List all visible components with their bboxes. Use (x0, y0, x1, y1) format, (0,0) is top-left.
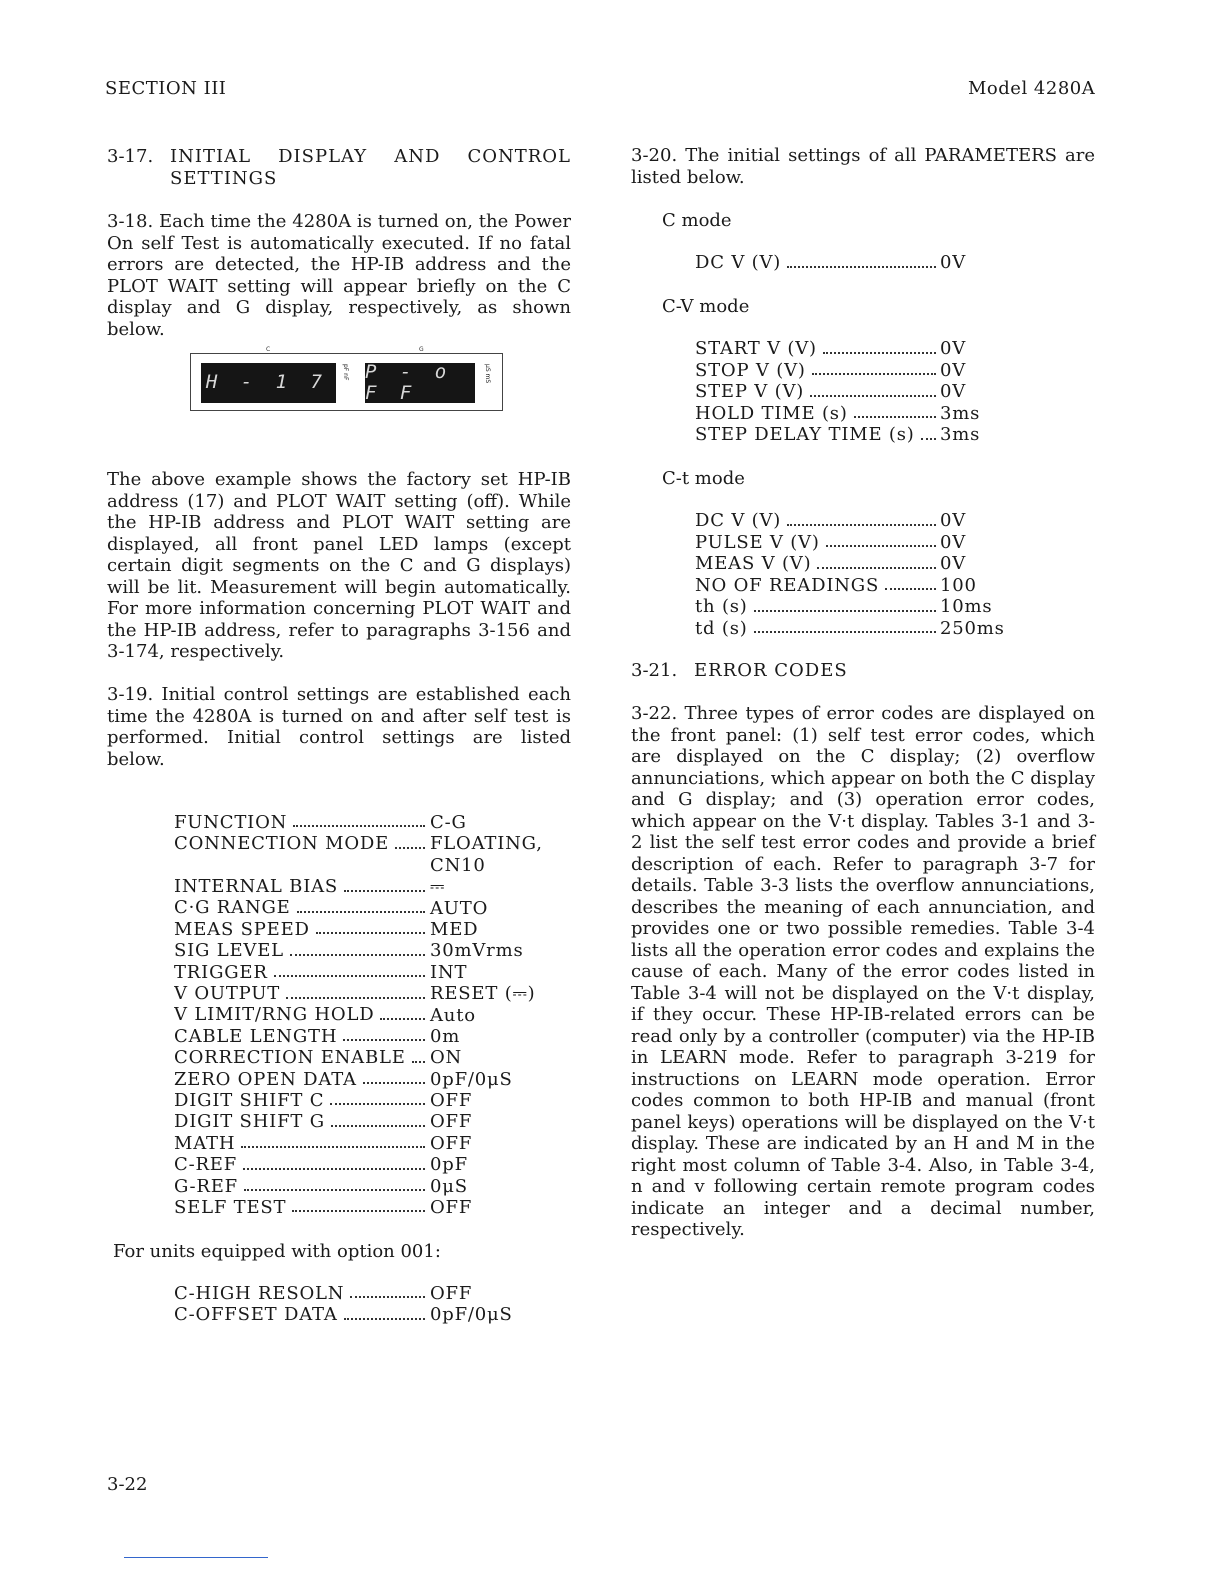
setting-value: Auto (430, 1004, 476, 1026)
setting-name: ZERO OPEN DATA (174, 1068, 357, 1090)
paragraph-3-22: 3-22. Three types of error codes are displayed on the front panel: (1) self test error codes, which are displayed on the C display; (2) overflow annunciations, which appear on both the C display and G display; and (3) operation error codes, which appear on the V·t display. Tables 3-1 and 3-2 list the self test error codes and provide a brief description of each. Refer to paragraph 3-7 for details. Table 3-3 lists the overflow annunciations, describes the meaning of each annunciation, and provides one or two possible remedies. Table 3-4 lists all the operation error codes and explains the cause of each. Many of the error codes listed in Table 3-4 will not be displayed on the V·t display, if they occur. These HP-IB-related errors can be read only by a controller (computer) via the HP-IB in LEARN mode. Refer to paragraph 3-219 for instructions on LEARN mode operation. Error codes common to both HP-IB and manual (front panel keys) operations will be displayed on the V·t display. These are indicated by an H and M in the right most column of Table 3-4. Also, in Table 3-4, n and v following certain remote program codes indicate an integer and a decimal number, respectively. (631, 703, 1095, 1240)
param-row (695, 424, 980, 446)
setting-row (174, 1047, 543, 1068)
setting-name: CONNECTION MODE (174, 833, 390, 855)
setting-name: C-REF (174, 1154, 238, 1176)
setting-name: G-REF (174, 1175, 238, 1197)
heading-title: ERROR CODES (694, 660, 848, 681)
model-label: Model 4280A (968, 78, 1096, 99)
setting-row (174, 1026, 543, 1047)
setting-row (174, 1197, 543, 1218)
param-value: 10ms (940, 596, 993, 617)
mode-title-ct: C-t mode (662, 468, 745, 489)
param-row (695, 381, 980, 403)
param-row (695, 596, 1005, 618)
param-name: STEP DELAY TIME (s) (695, 424, 915, 445)
setting-name: CABLE LENGTH (174, 1025, 338, 1047)
heading-3-21 (631, 660, 1095, 682)
setting-row (174, 1154, 543, 1175)
g-display-label: G (419, 346, 424, 353)
param-row (695, 403, 980, 425)
param-row (695, 575, 1005, 597)
setting-value: OFF (430, 1090, 473, 1112)
c-display-label: C (266, 346, 271, 353)
param-value: 0V (940, 252, 967, 273)
setting-value: 0m (430, 1025, 461, 1047)
setting-value: 0pF (430, 1154, 468, 1176)
setting-value: 0μS (430, 1175, 468, 1197)
param-name: PULSE V (V) (695, 531, 820, 553)
setting-name: V LIMIT/RNG HOLD (174, 1004, 375, 1026)
setting-value: OFF (430, 1197, 473, 1219)
setting-row (174, 983, 543, 1004)
setting-value: RESET (⎓) (430, 983, 536, 1005)
param-value: 0V (940, 359, 967, 381)
param-value: 0V (940, 531, 967, 553)
param-row (695, 252, 966, 274)
heading-title: INITIAL DISPLAY AND CONTROL SETTINGS (170, 146, 571, 189)
setting-name: DIGIT SHIFT C (174, 1090, 325, 1111)
setting-value: ⎓ (430, 876, 446, 898)
heading-number: 3-17. (107, 146, 154, 167)
c-mode-params (695, 252, 966, 274)
param-name: DC V (V) (695, 252, 782, 273)
setting-row (174, 898, 543, 919)
setting-row (174, 1176, 543, 1197)
param-row (695, 553, 1005, 575)
param-row (695, 338, 980, 360)
g-unit-text: μS mS (484, 364, 491, 384)
mode-title-c: C mode (662, 210, 732, 231)
setting-name: SIG LEVEL (174, 940, 284, 962)
param-value: 3ms (940, 424, 981, 445)
setting-value: FLOATING, (430, 833, 543, 855)
footer-rule (124, 1557, 268, 1558)
param-row (695, 618, 1005, 640)
param-value: 3ms (940, 402, 981, 424)
param-name: START V (V) (695, 338, 817, 359)
param-value: 250ms (940, 617, 1005, 639)
setting-row (174, 1304, 513, 1325)
g-display: P - o F F (365, 363, 475, 403)
initial-settings-list (174, 812, 543, 1218)
param-name: MEAS V (V) (695, 553, 812, 574)
ct-mode-params (695, 510, 1005, 639)
setting-value: MED (430, 918, 479, 940)
setting-value: 30mVrms (430, 940, 524, 962)
setting-row (174, 919, 543, 940)
param-row (695, 360, 980, 382)
param-row (695, 532, 1005, 554)
setting-name: FUNCTION (174, 812, 288, 833)
option-001-intro: For units equipped with option 001: (113, 1241, 441, 1262)
setting-name: TRIGGER (174, 961, 268, 983)
setting-value: OFF (430, 1283, 473, 1304)
param-value: 0V (940, 338, 967, 359)
param-value: 100 (940, 574, 977, 596)
setting-name: C-HIGH RESOLN (174, 1283, 345, 1304)
front-panel-display (190, 346, 503, 411)
setting-name: C-OFFSET DATA (174, 1304, 338, 1326)
option-settings-list (174, 1283, 513, 1326)
param-row (695, 510, 1005, 532)
setting-row (174, 833, 543, 854)
param-name: DC V (V) (695, 510, 782, 531)
setting-value: INT (430, 961, 468, 983)
setting-name: INTERNAL BIAS (174, 876, 339, 898)
setting-row (174, 1111, 543, 1132)
param-value: 0V (940, 381, 967, 402)
setting-row (174, 1005, 543, 1026)
setting-value: ON (430, 1047, 463, 1069)
setting-value: OFF (430, 1132, 473, 1154)
param-value: 0V (940, 510, 967, 531)
c-unit-text: pF nF (342, 364, 349, 381)
setting-value: AUTO (430, 897, 489, 919)
paragraph-3-18: 3-18. Each time the 4280A is turned on, the Power On self Test is automatically executed. If no fatal errors are detected, the HP-IB address and the PLOT WAIT setting will appear briefly on the C display and G display, respectively, as shown below. (107, 211, 571, 340)
setting-value: C-G (430, 812, 467, 833)
heading-number: 3-21. (631, 660, 678, 681)
setting-row (174, 1069, 543, 1090)
param-name: th (s) (695, 596, 748, 617)
param-value: 0V (940, 553, 967, 574)
param-name: STEP V (V) (695, 381, 805, 402)
setting-value: OFF (430, 1111, 473, 1133)
setting-name: V OUTPUT (174, 983, 281, 1005)
c-unit-indicators (341, 364, 349, 380)
setting-name: DIGIT SHIFT G (174, 1111, 325, 1133)
setting-row (174, 1133, 543, 1154)
setting-row (174, 1090, 543, 1111)
c-display: H - 1 7 (201, 363, 336, 403)
setting-value: 0pF/0μS (430, 1068, 513, 1090)
param-name: HOLD TIME (s) (695, 402, 848, 424)
mode-title-cv: C-V mode (662, 296, 750, 317)
setting-row (174, 1283, 513, 1304)
paragraph-3-19: 3-19. Initial control settings are established each time the 4280A is turned on and after self test is performed. Initial control settings are listed below. (107, 684, 571, 770)
setting-value: 0pF/0μS (430, 1304, 513, 1326)
section-label: SECTION III (105, 78, 227, 99)
cv-mode-params (695, 338, 980, 446)
g-unit-indicators (483, 364, 491, 383)
setting-row (174, 876, 543, 897)
paragraph-display-example: The above example shows the factory set HP-IB address (17) and PLOT WAIT setting (off). While the HP-IB address and PLOT WAIT setting are displayed, all front panel LED lamps (except certain digit segments on the C and G displays) will be lit. Measurement will begin automatically. For more information concerning PLOT WAIT and the HP-IB address, refer to paragraphs 3-156 and 3-174, respectively. (107, 469, 571, 662)
setting-row (174, 940, 543, 961)
page-number: 3-22 (107, 1474, 148, 1495)
setting-name: CORRECTION ENABLE (174, 1047, 406, 1069)
paragraph-3-20: 3-20. The initial settings of all PARAMETERS are listed below. (631, 145, 1095, 188)
setting-name: MATH (174, 1132, 236, 1154)
setting-name: C·G RANGE (174, 897, 291, 919)
param-name: STOP V (V) (695, 359, 806, 381)
setting-name: SELF TEST (174, 1197, 287, 1218)
setting-value-continued: CN10 (430, 854, 486, 876)
param-name: NO OF READINGS (695, 574, 880, 596)
param-name: td (s) (695, 617, 748, 639)
setting-row (174, 812, 543, 833)
heading-3-17 (107, 146, 571, 189)
setting-row (174, 962, 543, 983)
setting-name: MEAS SPEED (174, 918, 310, 940)
